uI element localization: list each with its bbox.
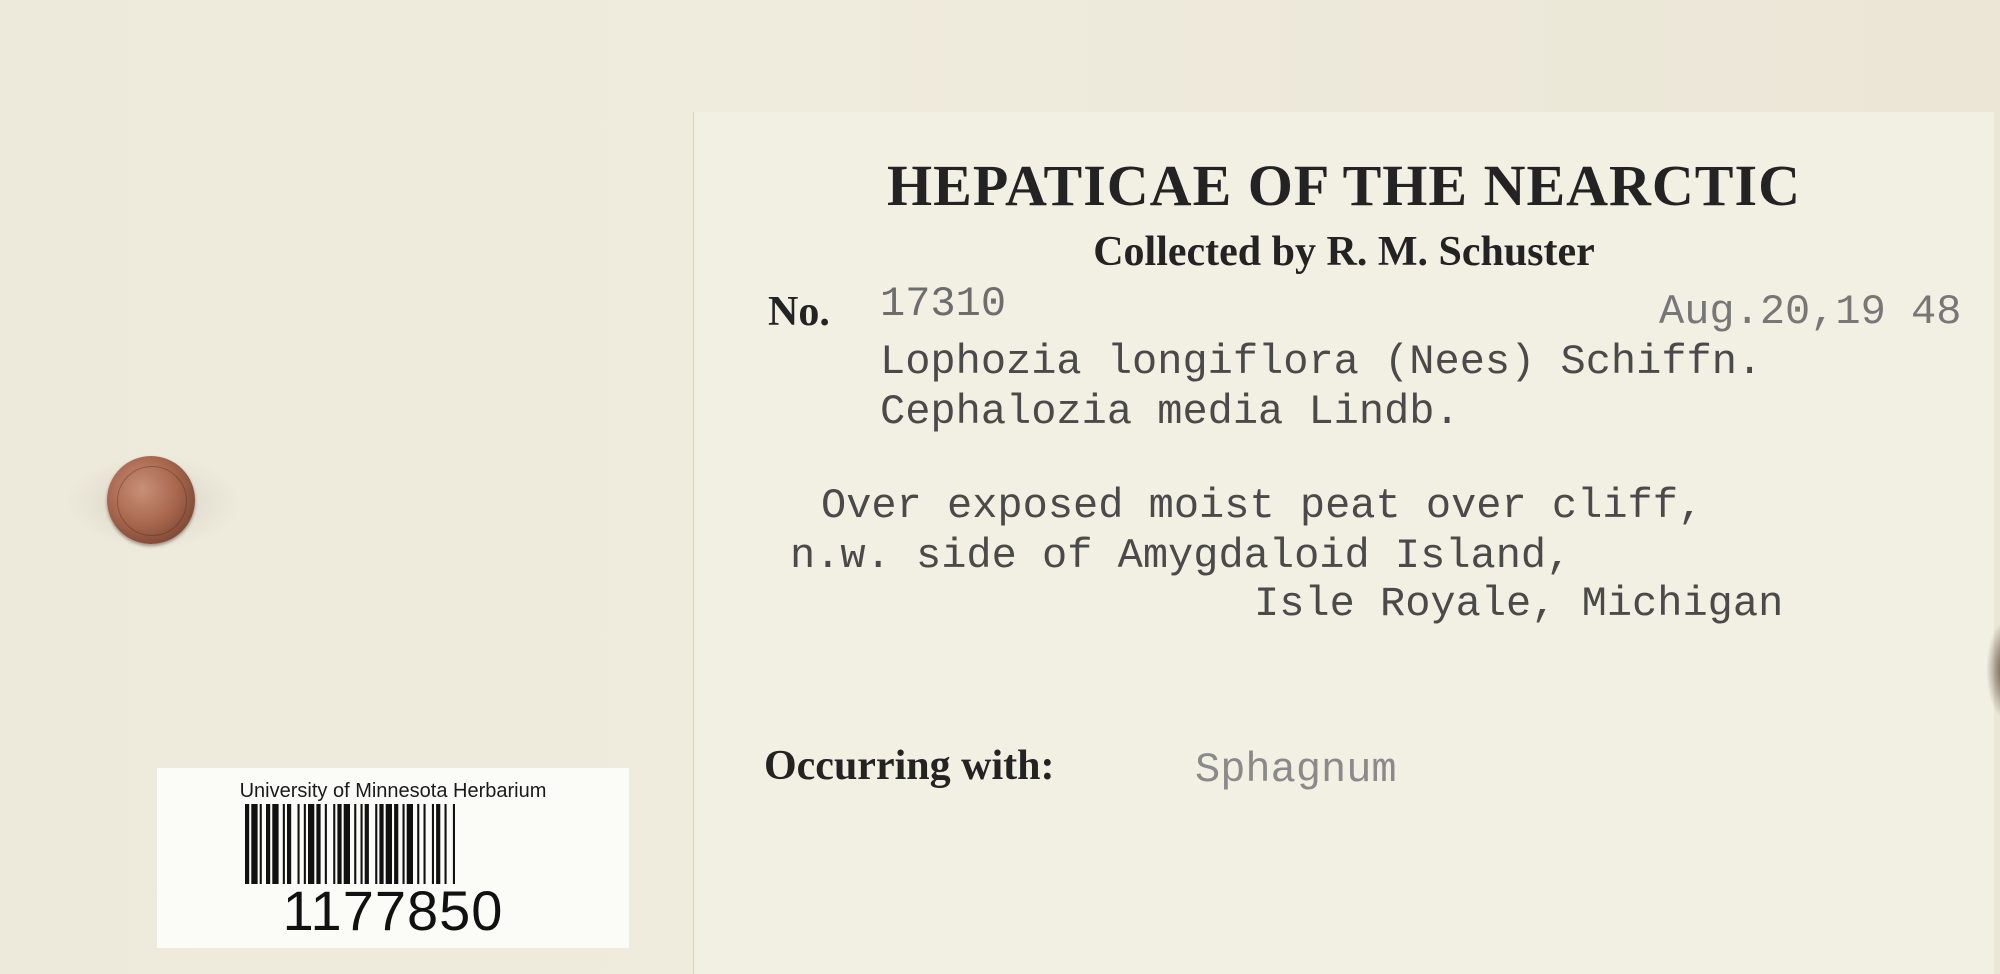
specimen-number: 17310	[880, 280, 1007, 328]
locality-line: n.w. side of Amygdaloid Island,	[790, 532, 1572, 580]
collection-date: Aug.20,19 48	[1659, 288, 1962, 336]
barcode-institution: University of Minnesota Herbarium	[239, 780, 547, 802]
barcode-bars	[245, 804, 541, 884]
taxon-name: Cephalozia media Lindb.	[880, 388, 1460, 436]
taxon-name: Lophozia longiflora (Nees) Schiffn.	[880, 338, 1763, 386]
specimen-label	[694, 112, 1994, 974]
label-collector: Collected by R. M. Schuster	[1093, 229, 1595, 275]
occurring-with-value: Sphagnum	[1195, 746, 1397, 794]
edge-shadow	[1986, 620, 2000, 720]
barcode-label	[157, 768, 629, 948]
scale-coin	[107, 456, 195, 544]
locality-line: Over exposed moist peat over cliff,	[821, 482, 1704, 530]
occurring-with-label: Occurring with:	[764, 743, 1055, 789]
barcode-number: 1177850	[282, 879, 504, 942]
label-heading: HEPATICAE OF THE NEARCTIC	[887, 153, 1801, 218]
specimen-number-label: No.	[768, 289, 830, 335]
locality-line: Isle Royale, Michigan	[1254, 580, 1784, 628]
